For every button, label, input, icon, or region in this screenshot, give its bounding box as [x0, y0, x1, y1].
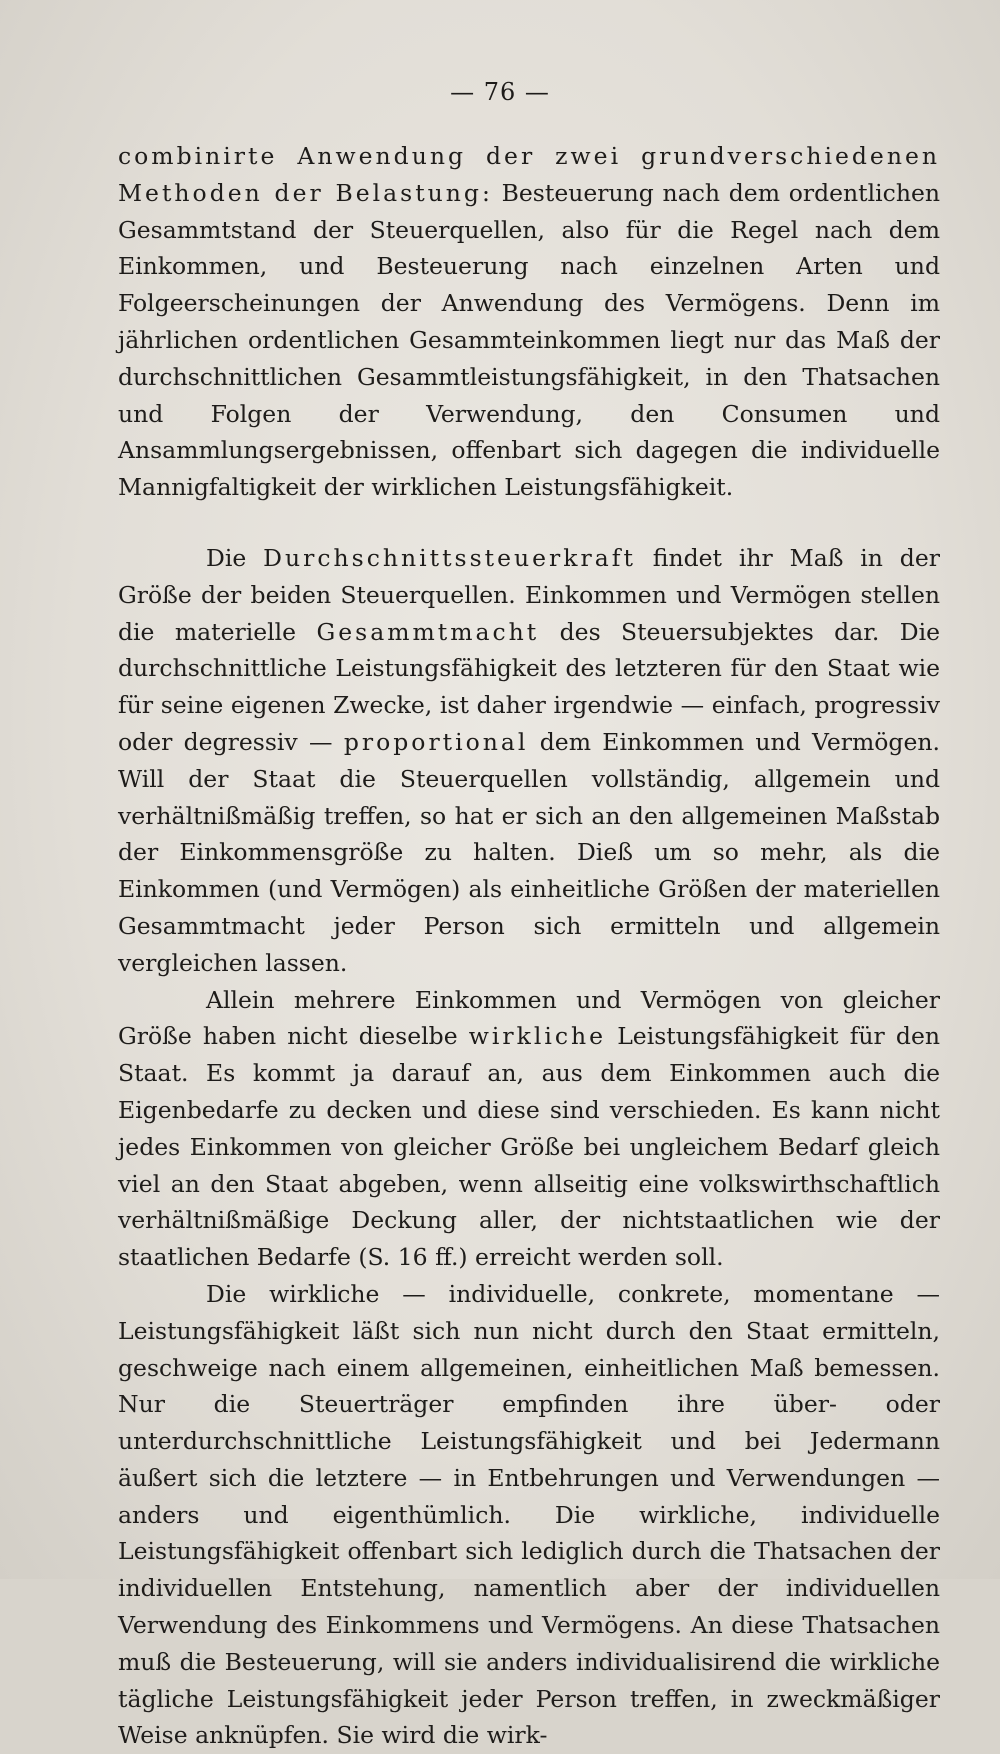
paragraph-text: Leistungsfähigkeit für den Staat. Es kommt ja darauf an, aus dem Einkommen auch die Eigenbedarfe zu decken und diese sind verschieden. Es kann nicht jedes Einkommen von gleicher Größe bei ungleichem Bedarf gleich viel an den Staat abgeben, wenn allseitig eine volkswirthschaftlich verhältnißmäßige Deckung aller, der nichtstaatlichen wie der staatlichen Bedarfe (S. 16 ff.) erreicht werden soll. — [118, 1022, 940, 1272]
paragraph-text: dem Einkommen und Vermögen. Will der Staat die Steuerquellen vollständig, allgemein und verhältnißmäßig treffen, so hat er sich an den allgemeinen Maßstab der Einkommensgröße zu halten. Dieß um so mehr, als die Einkommen (und Vermögen) als einheitliche Größen der materiellen Gesammtmacht jeder Person sich ermitteln und allgemein vergleichen lassen. — [118, 727, 940, 977]
paragraph-text: Die — [206, 543, 264, 572]
spaced-emphasis-text: Gesammtmacht — [316, 617, 540, 646]
paragraph-text: Allein mehrere Einkommen und Vermögen von gleicher Größe haben nicht dieselbe — [118, 985, 940, 1051]
paragraph-text: des Steuersubjektes dar. Die durchschnittliche Leistungsfähigkeit des letzteren für den Staat wie für seine eigenen Zwecke, ist daher irgendwie — einfach, progressiv oder degressiv — — [118, 617, 940, 756]
page-number: — 76 — — [450, 78, 550, 106]
spaced-emphasis-text: wirkliche — [468, 1022, 607, 1051]
paragraph-text: Besteuerung nach dem ordentlichen Gesammtstand der Steuerquellen, also für die Regel nach dem Einkommen, und Besteuerung nach einzelnen Arten und Folgeerscheinungen der Anwendung des Vermögens. Denn im jährlichen ordentlichen Gesammteinkommen liegt nur das Maß der durchschnittlichen Gesammtleistungsfähigkeit, in den Thatsachen und Folgen der Verwendung, den Consumen und Ansammlungsergebnissen, offenbart sich dagegen die individuelle Mannigfaltigkeit der wirklichen Leistungsfähigkeit. — [118, 178, 940, 502]
paragraph-text: Die wirkliche — individuelle, conkrete, momentane — Leistungsfähigkeit läßt sich nun nicht durch den Staat ermitteln, geschweige nach einem allgemeinen, einheitlichen Maß bemessen. Nur die Steuerträger empfinden ihre über- oder unterdurchschnittliche Leistungsfähigkeit und bei Jedermann äußert sich die letztere — in Entbehrungen und Verwendungen — anders und eigenthümlich. Die wirkliche, individuelle Leistungsfähigkeit offenbart sich lediglich durch die Thatsachen der individuellen Entstehung, namentlich aber der individuellen Verwendung des Einkommens und Vermögens. An diese Thatsachen muß die Besteuerung, will sie anders individualisirend die wirkliche tägliche Leistungsfähigkeit jeder Person treffen, in zweckmäßiger Weise anknüpfen. Sie wird die wirk- — [118, 1279, 940, 1750]
spaced-emphasis-text: proportional — [343, 727, 529, 756]
spaced-emphasis-text: Durchschnittssteuerkraft — [263, 543, 636, 572]
spaced-emphasis-text: combinirte Anwendung der zwei grundverschiedenen Methoden der Belastung: — [118, 142, 940, 207]
paragraph — [118, 540, 940, 982]
paragraph — [118, 1276, 940, 1754]
paragraph-text: findet ihr Maß in der Größe der beiden Steuerquellen. Einkommen und Vermögen stellen die materielle — [118, 543, 940, 646]
paragraph — [118, 982, 940, 1276]
paragraph — [118, 138, 940, 506]
body-text — [118, 138, 940, 1754]
